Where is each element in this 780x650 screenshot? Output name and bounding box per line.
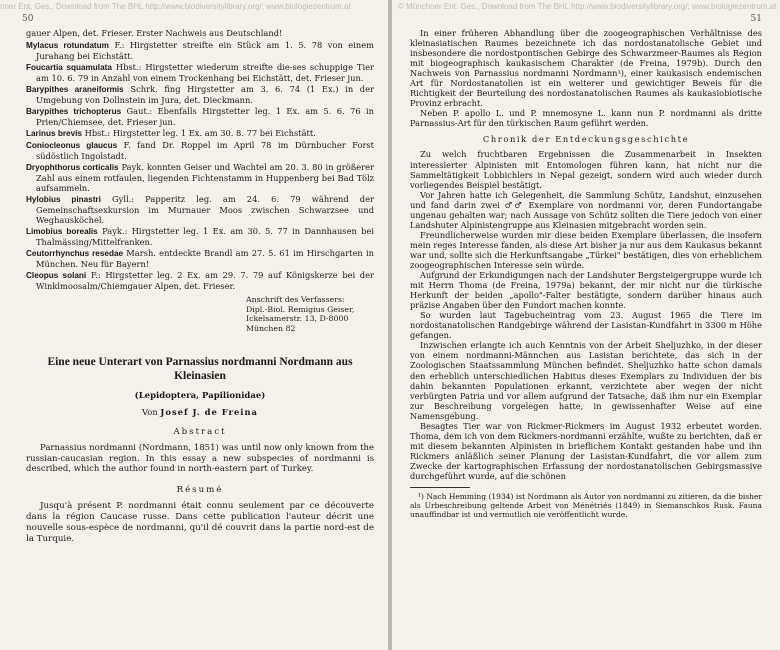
list-item: Larinus brevis Hbst.: Hirgstetter leg. 1 Ex. am 30. 8. 77 bei Eichstätt. — [26, 128, 316, 138]
list-item: Mylacus rotundatum F.: Hirgstetter streifte ein Stück am 1. 5. 78 von einem Jurahang bei Eichstätt. — [26, 40, 374, 61]
page-number-left: 50 — [22, 14, 34, 24]
paragraph: Freundlicherweise wurden mir diese beiden Exemplare überlassen, die insofern mein reges Interesse fanden, als diese Art bisher ja nur aus dem Kaukasus bekannt war und, sollte sich die Herkunftsangabe „Türkei" bestätigen, dies von erheblichem zoogeographischen Interesse sein würde. — [410, 229, 762, 270]
paragraph: So wurden laut Tagebucheintrag vom 23. August 1965 die Tiere im nordostanatolischen Randgebirge während der Lasistan-Kundfahrt in 3300 m Höhe gefangen. — [410, 310, 762, 341]
watermark-right: © Münchner Ent. Ges., Download from The BHL http://www.biodiversitylibrary.org/; www.biologiezentrum.at — [398, 2, 777, 11]
paragraph: Vor Jahren hatte ich Gelegenheit, die Sammlung Schütz, Landshut, einzusehen und fand darin zwei ♂♂ Exemplare von nordmanni vor, deren Fundortangabe ungenau gehalten war; nach Aussage von Schütz sollten die Tiere jedoch von einer Landshuter Alpinistengruppe aus Kleinasien mitgebracht worden sein. — [410, 189, 762, 230]
list-item: Coniocleonus glaucus F. fand Dr. Roppel im April 78 im Dürnbucher Forst südöstlich Ingolstadt. — [26, 140, 374, 161]
paragraph: Zu welch fruchtbaren Ergebnissen die Zusammenarbeit in Insekten interessierter Alpinisten mit Entomologen führen kann, hat nicht nur die Sammeltätigkeit Lobbichlers in Nepal gezeigt, sondern wird auch wieder durch vorliegendes Beispiel bestätigt. — [410, 149, 762, 190]
page-number-right: 51 — [750, 14, 762, 24]
watermark-left: nner Ent. Ges., Download from The BHL http://www.biodiversitylibrary.org/; www.biologiezentrum.at — [0, 2, 351, 11]
address-line: Dipl.-Biol. Remigius Geiser, — [246, 304, 355, 314]
resume-heading: Résumé — [176, 484, 224, 495]
list-item: gauer Alpen, det. Frieser. Erster Nachweis aus Deutschland! — [26, 28, 283, 38]
list-item: Barypithes trichopterus Gaut.: Ebenfalls Hirgstetter leg. 1 Ex. am 5. 6. 76 in Prien/Chiemsee, det. Frieser jun. — [26, 106, 375, 127]
footnote: ¹) Nach Hemming (1934) ist Nordmann als Autor von nordmanni zu zitieren, da die bisher als Urbeschreibung geltende Arbeit von Ménétriés (1849) in Siemanschkos Rusk. Fauna unauffindbar ist und vermutlich nie veröffentlicht wurde. — [410, 492, 762, 520]
article-subtitle: (Lepidoptera, Papilionidae) — [134, 391, 266, 402]
right-page — [392, 0, 780, 650]
list-item: Barypithes araneiformis Schrk. fing Hirgstetter am 3. 6. 74 (1 Ex.) in der Umgebung von Dollnstein im Jura, det. Dieckmann. — [26, 84, 374, 105]
paragraph: Aufgrund der Erkundigungen nach der Landshuter Bergsteigergruppe wurde ich mit Herrn Thoma (de Freina, 1979a) bekannt, der mir nicht nur die türkische Herkunft der beiden „apollo"-Falter bestätigte, sondern darüber hinaus auch präzise Angaben über den Fundort machen konnte. — [410, 270, 762, 311]
article-title: Eine neue Unterart von Parnassius nordmanni Nordmann aus Kleinasien — [47, 356, 353, 383]
author-name: Josef J. de Freina — [160, 407, 258, 418]
resume-text: Jusqu'à présent P. nordmanni était connu seulement par ce découverte dans la région Caucase russe. Dans cette publication l'auteur décrit une nouvelle sous-espèce de nordmanni, qu'il dé couvrit dans la partie nord-est de la Turquie. — [26, 500, 374, 544]
address-line: Anschrift des Verfassers: — [246, 295, 345, 304]
list-item: Limobius borealis Payk.: Hirgstetter leg. 1 Ex. am 30. 5. 77 in Dannhausen bei Thalmässing/Mittelfranken. — [26, 226, 375, 247]
paragraph: Besagtes Tier war von Rickmer-Rickmers im August 1932 erbeutet worden. Thoma, dem ich von dem Rickmers-nordmanni erzählte, wußte zu berichten, daß er mit diesem bekannten Alpinisten in brieflichem Kontakt gestanden habe und ihn Rickmers anläßlich seiner Planung der Lasistan-Kundfahrt, die vor allem zum Zwecke der kartographischen Erfassung der nordostanatolischen Gebirgsmassive durchgeführt wurde, auf die schönen — [410, 420, 762, 481]
list-item: Foucartia squamulata Hbst.: Hirgstetter wiederum streifte die-ses schuppige Tier am 10. 6. 79 in Anzahl von einem Trockenhang bei Eichstätt, det. Frieser jun. — [26, 62, 374, 83]
paragraph: Inzwischen erlangte ich auch Kenntnis von der Arbeit Sheljuzhko, in der dieser von einem nordmanni-Männchen aus Lasistan berichtete, das sich in der Zoologischen Staatssammlung München befindet. Sheljuzhko hatte schon damals den erheblich unterschiedlichen Habitus dieses Exemplars zu Individuen der bis dahin bekannten Populationen erkannt, verzichtete aber wegen der nicht verbürgten Patria und vor allem aufgrund der Tatsache, daß ihm nur ein Exemplar zur Beschreibung vorgelegen hatte, in gewissenhafter Weise auf eine Namensgebung. — [410, 340, 762, 421]
abstract-heading: Abstract — [173, 427, 227, 438]
author-address — [246, 295, 374, 333]
footnote-rule — [410, 487, 470, 488]
species-list — [26, 28, 374, 291]
paragraph: In einer früheren Abhandlung über die zoogeographischen Verhältnisse des kleinasiatischen Raumes bezeichnete ich das nordostanatolische Gebiet und insbesondere die nordostpontischen Gebirge des Schwarzmeer-Raumes als Region mit biogeographisch kaukasischem Charakter (de Freina, 1979b). Durch den Nachweis von Parnassius nordmanni Nordmann¹), einer kaukasisch endemischen Art für Nordostanatolien ist ein weiterer und gewichtiger Beweis für die Richtigkeit der Beurteilung des nordostanatolischen Raumes als kaukasiobiotische Provinz erbracht. — [410, 28, 762, 109]
chronik-heading: Chronik der Entdeckungsgeschichte — [482, 134, 690, 145]
author-prefix: Von — [142, 407, 158, 418]
article-author — [26, 407, 374, 417]
list-item: Hylobius pinastri Gyll.: Papperitz leg. am 24. 6. 79 während der Gemeinschaftsexkursion im Murnauer Moos zwischen Schwarzsee und Weghausköchel. — [26, 194, 374, 225]
list-item: Ceutorrhynchus resedae Marsh. entdeckte Brandl am 27. 5. 61 im Hirschgarten in München. Neu für Bayern! — [26, 248, 374, 269]
left-page — [0, 0, 388, 650]
abstract-text: Parnassius nordmanni (Nordmann, 1851) was until now only known from the russian-caucasian region. In this essay a new subspecies of nordmanni is described, which the author found in north-eastern part of Turkey. — [26, 443, 374, 475]
list-item: Dryophthorus corticalis Payk. konnten Geiser und Wachtel am 20. 3. 80 in größerer Zahl aus einem rotfaulen, liegenden Fichtenstamm in Huppenberg bei Bad Tölz aufsammeln. — [26, 162, 374, 193]
address-line: Ickelsamerstr. 13, D-8000 München 82 — [246, 314, 349, 333]
paragraph: Neben P. apollo L. und P. mnemosyne L. kann nun P. nordmanni als dritte Parnassius-Art für den türkischen Raum geführt werden. — [410, 108, 762, 129]
list-item: Cleopus solani F.: Hirgstetter leg. 2 Ex. am 29. 7. 79 auf Königskerze bei der Winklmoosalm/Chiemgauer Alpen, det. Frieser. — [26, 270, 374, 291]
